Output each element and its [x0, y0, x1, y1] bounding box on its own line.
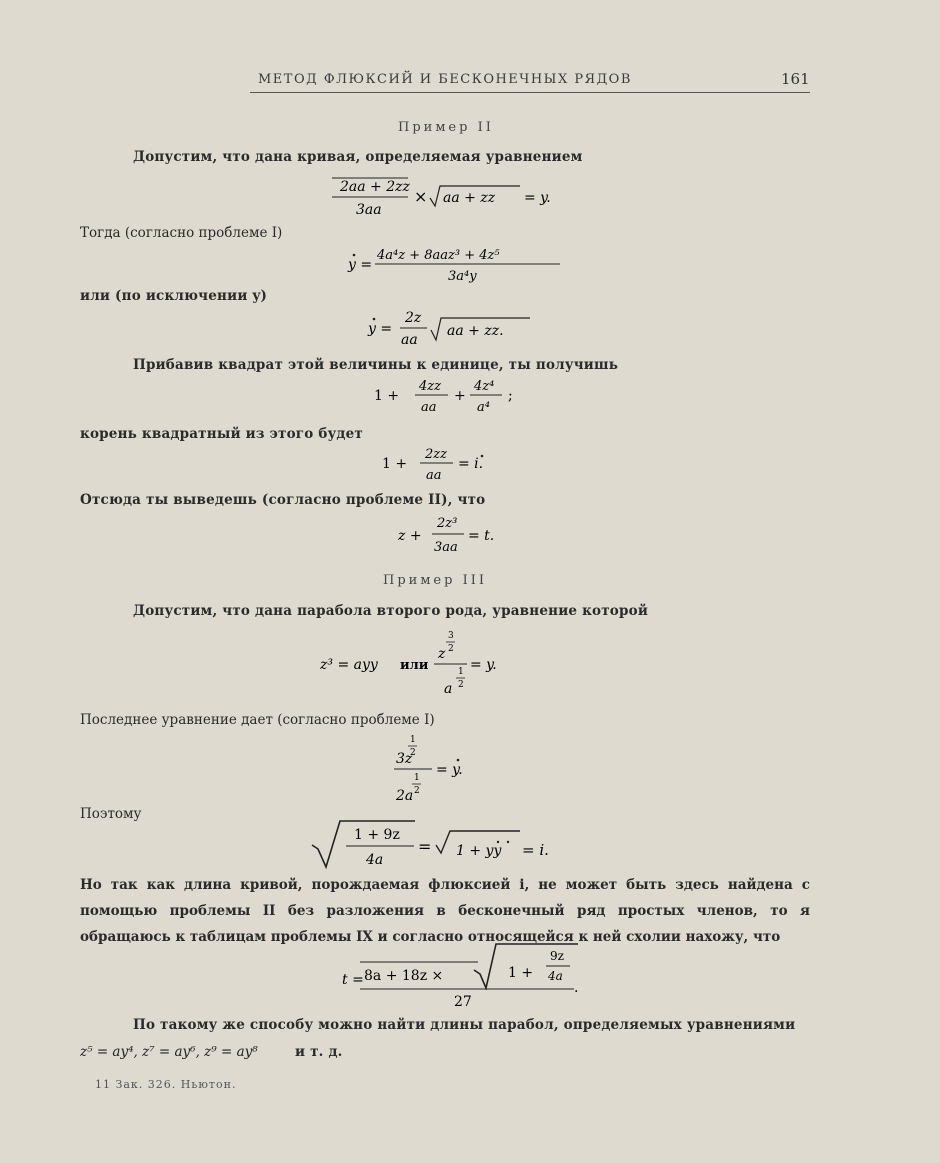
example-3-heading: Пример III [383, 573, 487, 588]
eq3-radicand: aa + zz. [447, 323, 504, 339]
eq5-numerator: 2zz [425, 447, 447, 462]
eq4-plus: + [454, 388, 466, 404]
eq8-rhs: = y. [436, 762, 463, 778]
equation-2 [345, 243, 575, 285]
eq7-lhs: z³ = ayy [320, 657, 378, 673]
eq8-num-exp-bottom: 2 [410, 748, 416, 758]
eq1-radicand: aa + zz [443, 190, 496, 206]
eq9-radicand: 1 + yy [456, 843, 502, 859]
paragraph-11-end: и т. д. [295, 1044, 343, 1060]
eq9-numerator: 1 + 9z [354, 827, 400, 843]
eq9-rhs: = i. [522, 841, 549, 859]
eq1-denominator: 3aa [356, 202, 382, 218]
equation-9 [310, 815, 590, 873]
eq7-den-exp-top: 1 [458, 667, 464, 677]
equation-6 [394, 510, 524, 558]
times-sign: × [414, 187, 428, 206]
paragraph-8: Последнее уравнение дает (согласно проблеме I) [80, 712, 435, 728]
fluxion-dot [353, 254, 356, 257]
eq7-num-exp-bottom: 2 [448, 644, 454, 654]
printer-footer: 11 Зак. 326. Ньютон. [95, 1078, 237, 1091]
eq3-denominator: aa [401, 332, 418, 348]
paragraph-1: Допустим, что дана кривая, определяемая уравнением [133, 149, 583, 165]
paragraph-3: или (по исключении y) [80, 288, 268, 304]
paragraph-4: Прибавив квадрат этой величины к единице, ты получишь [133, 357, 619, 373]
fluxion-dot [507, 841, 509, 843]
eq10-denominator: 27 [454, 994, 472, 1010]
paragraph-5: корень квадратный из этого будет [80, 426, 363, 442]
eq2-numerator: 4a⁴z + 8aaz³ + 4z⁵ [377, 248, 500, 263]
equation-4 [370, 375, 540, 417]
eq5-denominator: aa [426, 468, 442, 483]
eq4-denominator-2: a⁴ [477, 400, 490, 415]
equation-10 [338, 940, 588, 1010]
eq8-den-exp-bottom: 2 [414, 786, 420, 796]
eq10-rad-den: 4a [548, 969, 563, 983]
eq6-denominator: 3aa [434, 540, 458, 555]
paragraph-7: Допустим, что дана парабола второго рода, уравнение которой [133, 603, 649, 619]
paragraph-11: По такому же способу можно найти длины парабол, определяемых уравнениями [133, 1017, 796, 1033]
eq4-numerator-2: 4z⁴ [474, 379, 495, 394]
paragraph-2: Тогда (согласно проблеме I) [80, 225, 283, 241]
fluxion-dot [373, 318, 376, 321]
equation-3 [365, 302, 565, 350]
eq8-den-exp-top: 1 [414, 773, 420, 783]
fluxion-dot [457, 759, 460, 762]
equation-7 [320, 628, 550, 700]
eq7-den-exp-bottom: 2 [458, 680, 464, 690]
equation-11: z⁵ = ay⁴, z⁷ = ay⁶, z⁹ = ay⁸ [80, 1044, 258, 1060]
header-rule [250, 92, 810, 93]
eq4-lead: 1 + [374, 388, 400, 404]
running-header: МЕТОД ФЛЮКСИЙ И БЕСКОНЕЧНЫХ РЯДОВ [258, 72, 632, 87]
paragraph-6: Отсюда ты выведешь (согласно проблеме II), что [80, 492, 486, 508]
eq6-numerator: 2z³ [437, 516, 458, 531]
eq5-rhs: = i. [458, 456, 484, 472]
eq2-lhs: y = [348, 257, 373, 273]
eq10-tail: . [574, 980, 579, 996]
eq7-den-base: a [444, 681, 453, 697]
paragraph-10: Но так как длина кривой, порождаемая флюксией i, не может быть здесь найдена с помощью проблемы II без разложения в бесконечный ряд простых членов, то я обращаюсь к таблицам проблемы IX и согласно относящейся к ней схолии нахожу, что [80, 877, 810, 945]
eq7-num-exp-top: 3 [448, 631, 454, 641]
eq7-word: или [400, 658, 429, 673]
equation-5 [378, 443, 508, 485]
paragraph-9: Поэтому [80, 806, 142, 822]
eq10-lhs: t = [342, 972, 364, 988]
example-2-heading: Пример II [398, 120, 494, 135]
eq1-numerator: 2aa + 2zz [340, 179, 410, 195]
page-number: 161 [781, 70, 810, 88]
eq7-num-base: z [438, 646, 446, 662]
eq4-denominator-1: aa [421, 400, 437, 415]
eq9-denominator: 4a [366, 852, 384, 868]
equation-1 [330, 172, 590, 220]
equation-8 [392, 730, 502, 808]
eq5-lead: 1 + [382, 456, 408, 472]
eq4-numerator-1: 4zz [419, 379, 441, 394]
eq10-rad-lead: 1 + [508, 965, 534, 981]
eq10-rad-num: 9z [550, 949, 564, 963]
eq8-num-exp-top: 1 [410, 735, 416, 745]
eq6-rhs: = t. [468, 528, 495, 544]
eq7-rhs: = y. [470, 657, 497, 673]
eq1-rhs: = y. [524, 190, 551, 206]
eq2-denominator: 3a⁴y [448, 269, 477, 284]
eq3-lhs: y = [368, 321, 393, 337]
eq6-lead: z + [398, 528, 422, 544]
eq8-num-coef: 3z [396, 751, 413, 767]
eq10-num-left: 8a + 18z × [364, 968, 444, 984]
eq4-tail: ; [508, 388, 513, 404]
eq3-numerator: 2z [405, 310, 422, 326]
eq8-den-coef: 2a [396, 788, 414, 804]
eq9-equals: = [418, 837, 432, 856]
